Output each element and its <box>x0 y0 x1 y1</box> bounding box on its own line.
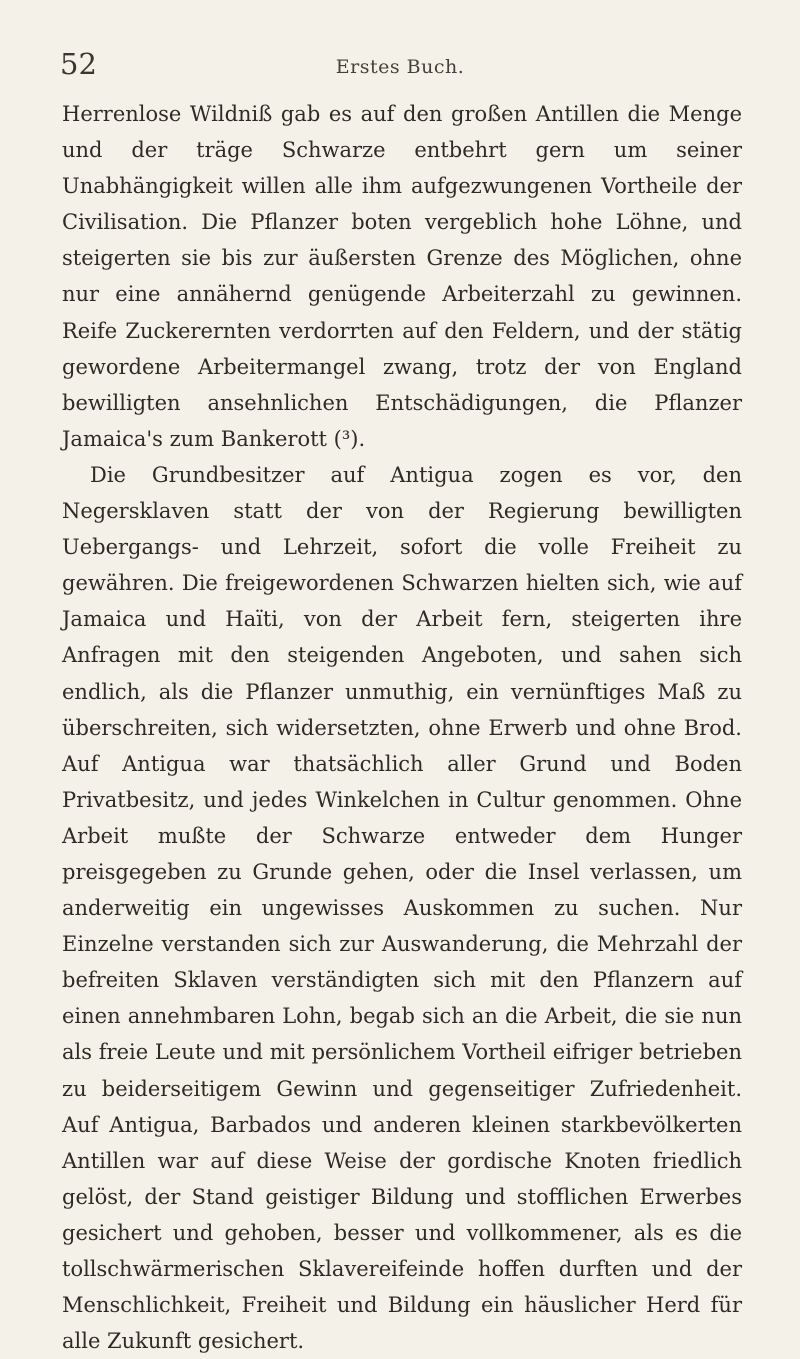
page-number: 52 <box>60 47 97 81</box>
paragraph-1-text: Herrenlose Wildniß gab es auf den großen Antillen die Menge und der träge Schwarze entbehrt gern um seiner Unabhängigkeit willen alle ihm aufgezwungenen Vortheile der Civilisation. Die Pflanzer boten vergeblich hohe Löhne, und steigerten sie bis zur äußersten Grenze des Möglichen, ohne nur eine annähernd genügende Arbeiterzahl zu gewinnen. Reife Zuckerernten verdorrten auf den Feldern, und der stätig gewordene Arbeitermangel zwang, trotz der von England bewilligten ansehnlichen Entschädigungen, die Pflanzer Jamaica's zum Bankerott <box>62 102 742 451</box>
page-header <box>60 44 740 84</box>
running-head: Erstes Buch. <box>335 56 465 78</box>
footnote-reference: (³). <box>333 426 366 451</box>
paragraph-2-text: Die Grundbesitzer auf Antigua zogen es vor, den Negersklaven statt der von der Regierung bewilligten Uebergangs- und Lehrzeit, sofort die volle Freiheit zu gewähren. Die freigewordenen Schwarzen hielten sich, wie auf Jamaica und Haïti, von der Arbeit fern, steigerten ihre Anfragen mit den steigenden Angeboten, und sahen sich endlich, als die Pflanzer unmuthig, ein vernünftiges Maß zu überschreiten, sich widersetzten, ohne Erwerb und ohne Brod. Auf Antigua war thatsächlich aller Grund und Boden Privatbesitz, und jedes Winkelchen in Cultur genommen. Ohne Arbeit mußte der Schwarze entweder dem Hunger preisgegeben zu Grunde gehen, oder die Insel verlassen, um anderweitig ein ungewisses Auskommen zu suchen. Nur Einzelne verstanden sich zur Auswanderung, die Mehrzahl der befreiten Sklaven verständigten sich mit den Pflanzern auf einen annehmbaren Lohn, begab sich an die Arbeit, die sie nun als freie Leute und mit persönlichem Vortheil eifriger betrieben zu beiderseitigem Gewinn und gegenseitiger Zufriedenheit. Auf Antigua, Barbados und anderen kleinen starkbevölkerten Antillen war auf diese Weise der gordische Knoten friedlich gelöst, der Stand geistiger Bildung und stofflichen Erwerbes gesichert und gehoben, besser und vollkommener, als es die tollschwärmerischen Sklavereifeinde hoffen durften und der Menschlichkeit, Freiheit und Bildung ein häuslicher Herd für alle Zukunft gesichert. <box>62 462 742 1354</box>
paragraph-1 <box>62 96 742 457</box>
body-text <box>62 96 742 1359</box>
paragraph-2 <box>62 457 742 1359</box>
